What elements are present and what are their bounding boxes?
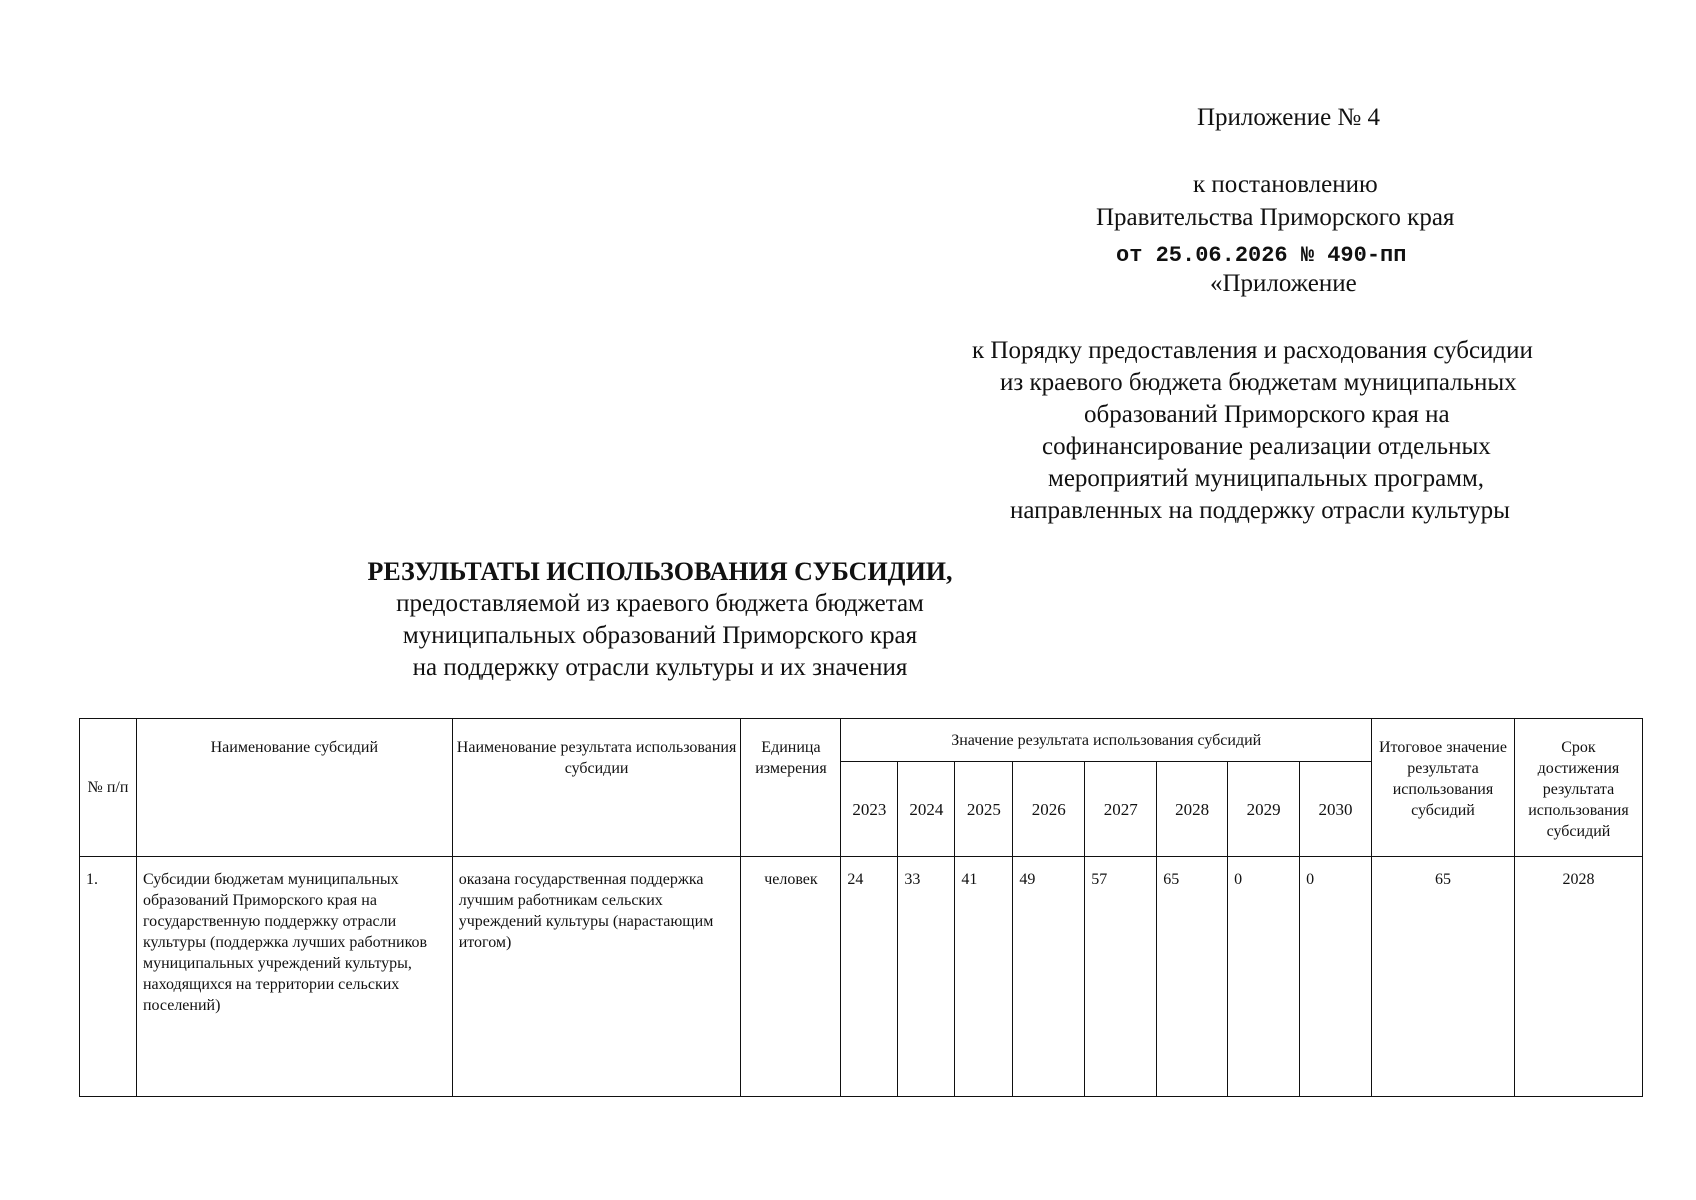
- appendix-inner-title: «Приложение: [1210, 270, 1357, 297]
- document-heading: РЕЗУЛЬТАТЫ ИСПОЛЬЗОВАНИЯ СУБСИДИИ,: [367, 557, 953, 586]
- row-value-2030: 0: [1300, 857, 1372, 1097]
- procedure-line: софинансирование реализации отдельных: [1042, 433, 1491, 460]
- row-deadline: 2028: [1514, 857, 1642, 1097]
- row-value-2025: 41: [955, 857, 1013, 1097]
- document-subtitle-line: на поддержку отрасли культуры и их значения: [412, 654, 908, 681]
- row-subsidy-name: Субсидии бюджетам муниципальных образований Приморского края на государственную поддержку отрасли культуры (поддержка лучших работников муниципальных учреждений культуры, находящихся на территории сельских поселений): [136, 857, 452, 1097]
- results-table: [79, 718, 1643, 1097]
- header-subsidy-name: Наименование субсидий: [136, 719, 452, 857]
- row-result-name: оказана государственная поддержка лучшим работникам сельских учреждений культуры (нарастающим итогом): [452, 857, 741, 1097]
- header-year: 2028: [1157, 762, 1228, 857]
- procedure-line: к Порядку предоставления и расходования субсидии: [972, 337, 1533, 364]
- appendix-title: Приложение № 4: [1197, 104, 1381, 131]
- table-row: [80, 857, 1643, 1097]
- document-subtitle-line: муниципальных образований Приморского края: [402, 622, 918, 649]
- row-unit: человек: [741, 857, 841, 1097]
- row-value-2023: 24: [841, 857, 898, 1097]
- row-value-2027: 57: [1085, 857, 1157, 1097]
- document-subtitle-line: предоставляемой из краевого бюджета бюджетам: [396, 590, 924, 617]
- header-number: № п/п: [80, 719, 137, 857]
- table-header-row: [80, 719, 1643, 762]
- header-values-group: Значение результата использования субсидий: [841, 719, 1372, 762]
- header-year: 2023: [841, 762, 898, 857]
- appendix-date-number: от 25.06.2026 № 490-пп: [1116, 243, 1407, 268]
- document-title: [160, 556, 1160, 684]
- row-total: 65: [1372, 857, 1515, 1097]
- row-number: 1.: [80, 857, 137, 1097]
- appendix-to-resolution: к постановлению: [1193, 171, 1378, 198]
- row-value-2028: 65: [1157, 857, 1228, 1097]
- header-deadline: Срок достижения результата использования субсидий: [1514, 719, 1642, 857]
- header-unit: Единица измерения: [741, 719, 841, 857]
- header-year: 2025: [955, 762, 1013, 857]
- header-year: 2030: [1300, 762, 1372, 857]
- procedure-line: образований Приморского края на: [1084, 401, 1450, 428]
- appendix-government: Правительства Приморского края: [1096, 204, 1455, 231]
- header-year: 2026: [1013, 762, 1085, 857]
- row-value-2024: 33: [898, 857, 955, 1097]
- header-result-name: Наименование результата использования субсидии: [452, 719, 741, 857]
- header-year: 2024: [898, 762, 955, 857]
- procedure-line: направленных на поддержку отрасли культуры: [1010, 497, 1510, 524]
- header-year: 2029: [1228, 762, 1300, 857]
- header-year: 2027: [1085, 762, 1157, 857]
- header-total: Итоговое значение результата использования субсидий: [1372, 719, 1515, 857]
- procedure-line: из краевого бюджета бюджетам муниципальных: [1000, 369, 1517, 396]
- row-value-2029: 0: [1228, 857, 1300, 1097]
- row-value-2026: 49: [1013, 857, 1085, 1097]
- procedure-line: мероприятий муниципальных программ,: [1048, 465, 1485, 492]
